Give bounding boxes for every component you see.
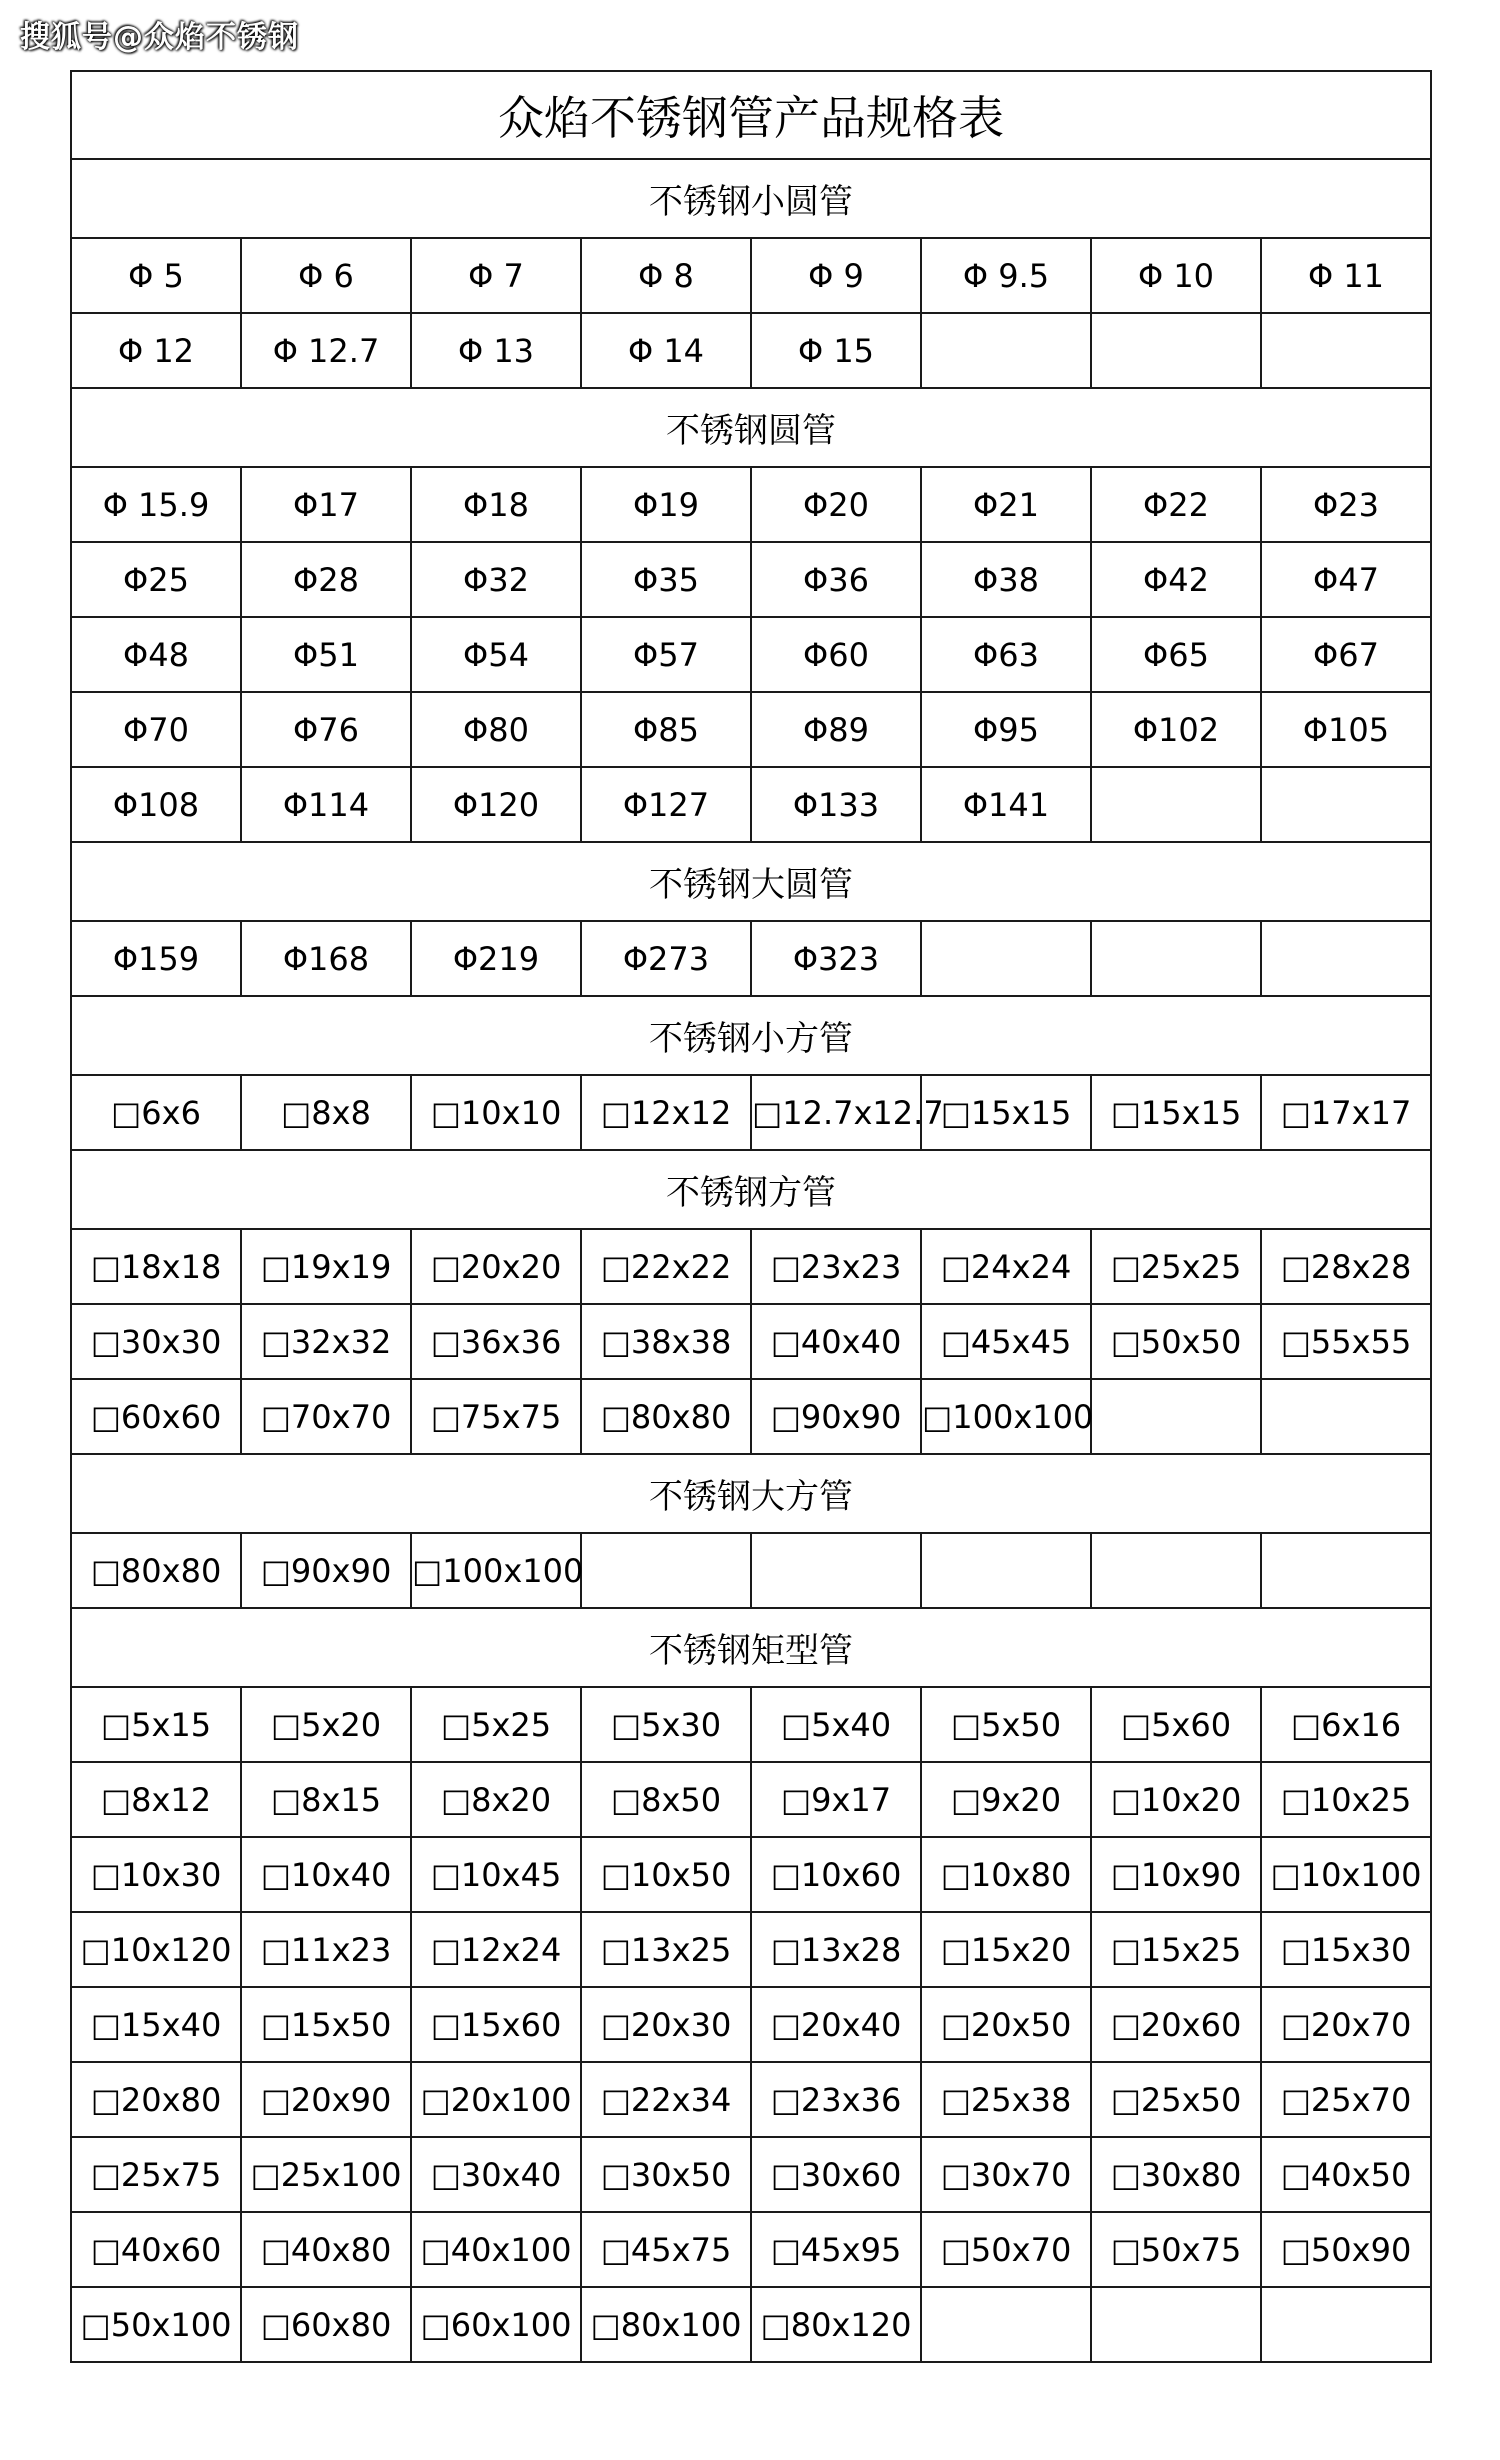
spec-cell: □6x16 [1261,1687,1431,1762]
empty-cell [1261,921,1431,996]
spec-cell: □10x90 [1091,1837,1261,1912]
spec-cell: Φ38 [921,542,1091,617]
spec-cell: □30x50 [581,2137,751,2212]
section-header-row [71,388,1431,467]
spec-cell: □40x60 [71,2212,241,2287]
table-row [71,1687,1431,1762]
table-row [71,1304,1431,1379]
empty-cell [1091,767,1261,842]
spec-cell: Φ168 [241,921,411,996]
spec-cell: □20x30 [581,1987,751,2062]
empty-cell [1261,2287,1431,2362]
spec-cell: □9x20 [921,1762,1091,1837]
spec-cell: □15x15 [1091,1075,1261,1150]
spec-cell: Φ57 [581,617,751,692]
spec-cell: □30x40 [411,2137,581,2212]
section-title: 不锈钢大圆管 [71,842,1431,921]
empty-cell [1261,1379,1431,1454]
spec-cell: □18x18 [71,1229,241,1304]
spec-cell: □10x40 [241,1837,411,1912]
spec-cell: Φ89 [751,692,921,767]
spec-cell: □24x24 [921,1229,1091,1304]
spec-cell: □10x45 [411,1837,581,1912]
spec-cell: □10x20 [1091,1762,1261,1837]
spec-cell: Φ 12 [71,313,241,388]
spec-cell: Φ67 [1261,617,1431,692]
empty-cell [1091,1379,1261,1454]
spec-cell: □5x30 [581,1687,751,1762]
spec-cell: Φ 7 [411,238,581,313]
section-title: 不锈钢小方管 [71,996,1431,1075]
spec-table [70,70,1432,2363]
empty-cell [921,313,1091,388]
spec-cell: □80x120 [751,2287,921,2362]
empty-cell [1091,2287,1261,2362]
spec-cell: □90x90 [241,1533,411,1608]
spec-cell: Φ54 [411,617,581,692]
spec-cell: Φ114 [241,767,411,842]
spec-cell: □36x36 [411,1304,581,1379]
spec-cell: □20x60 [1091,1987,1261,2062]
spec-cell: □10x25 [1261,1762,1431,1837]
spec-cell: Φ 15.9 [71,467,241,542]
spec-cell: □8x12 [71,1762,241,1837]
spec-cell: □12x24 [411,1912,581,1987]
spec-cell: Φ21 [921,467,1091,542]
spec-cell: Φ65 [1091,617,1261,692]
spec-cell: Φ23 [1261,467,1431,542]
spec-cell: □40x80 [241,2212,411,2287]
spec-cell: Φ105 [1261,692,1431,767]
spec-cell: Φ133 [751,767,921,842]
spec-cell: □20x20 [411,1229,581,1304]
table-row [71,467,1431,542]
spec-cell: □25x70 [1261,2062,1431,2137]
spec-cell: □100x100 [921,1379,1091,1454]
table-row [71,1762,1431,1837]
spec-cell: Φ76 [241,692,411,767]
section-title: 不锈钢圆管 [71,388,1431,467]
spec-cell: □20x70 [1261,1987,1431,2062]
spec-cell: Φ42 [1091,542,1261,617]
spec-cell: Φ 9 [751,238,921,313]
spec-cell: □40x100 [411,2212,581,2287]
spec-cell: Φ 13 [411,313,581,388]
spec-cell: □10x60 [751,1837,921,1912]
spec-cell: Φ127 [581,767,751,842]
spec-cell: □15x40 [71,1987,241,2062]
spec-cell: □80x80 [581,1379,751,1454]
spec-cell: □80x80 [71,1533,241,1608]
spec-cell: Φ 10 [1091,238,1261,313]
table-row [71,313,1431,388]
spec-cell: □25x50 [1091,2062,1261,2137]
spec-cell: Φ95 [921,692,1091,767]
spec-cell: □12x12 [581,1075,751,1150]
table-row [71,2212,1431,2287]
spec-cell: Φ 12.7 [241,313,411,388]
spec-cell: □19x19 [241,1229,411,1304]
table-title: 众焰不锈钢管产品规格表 [71,71,1431,159]
section-header-row [71,1150,1431,1229]
spec-cell: □30x30 [71,1304,241,1379]
spec-cell: □15x60 [411,1987,581,2062]
spec-cell: □10x50 [581,1837,751,1912]
spec-cell: Φ19 [581,467,751,542]
section-title: 不锈钢方管 [71,1150,1431,1229]
spec-cell: □20x100 [411,2062,581,2137]
table-row [71,1075,1431,1150]
spec-cell: Φ60 [751,617,921,692]
empty-cell [921,2287,1091,2362]
spec-cell: Φ159 [71,921,241,996]
spec-cell: Φ108 [71,767,241,842]
spec-cell: Φ48 [71,617,241,692]
spec-cell: □8x20 [411,1762,581,1837]
spec-cell: □20x90 [241,2062,411,2137]
table-row [71,238,1431,313]
spec-cell: □60x100 [411,2287,581,2362]
table-row [71,1987,1431,2062]
spec-cell: □15x15 [921,1075,1091,1150]
spec-cell: □32x32 [241,1304,411,1379]
spec-cell: □50x100 [71,2287,241,2362]
section-header-row [71,1454,1431,1533]
spec-cell: □45x95 [751,2212,921,2287]
spec-cell: □8x15 [241,1762,411,1837]
spec-cell: □5x50 [921,1687,1091,1762]
spec-cell: Φ36 [751,542,921,617]
spec-cell: Φ63 [921,617,1091,692]
spec-cell: □5x20 [241,1687,411,1762]
spec-cell: Φ102 [1091,692,1261,767]
spec-cell: □50x75 [1091,2212,1261,2287]
spec-cell: □38x38 [581,1304,751,1379]
spec-cell: Φ 9.5 [921,238,1091,313]
section-title: 不锈钢小圆管 [71,159,1431,238]
empty-cell [751,1533,921,1608]
section-header-row [71,842,1431,921]
spec-cell: □5x40 [751,1687,921,1762]
table-row [71,1912,1431,1987]
spec-cell: □8x8 [241,1075,411,1150]
spec-cell: □15x20 [921,1912,1091,1987]
empty-cell [1261,1533,1431,1608]
spec-cell: Φ17 [241,467,411,542]
spec-cell: Φ141 [921,767,1091,842]
spec-cell: □25x38 [921,2062,1091,2137]
spec-cell: Φ28 [241,542,411,617]
empty-cell [921,921,1091,996]
spec-cell: Φ80 [411,692,581,767]
spec-cell: □50x50 [1091,1304,1261,1379]
spec-cell: □30x80 [1091,2137,1261,2212]
spec-cell: □13x25 [581,1912,751,1987]
empty-cell [1091,1533,1261,1608]
spec-cell: □15x50 [241,1987,411,2062]
spec-cell: □90x90 [751,1379,921,1454]
spec-cell: □8x50 [581,1762,751,1837]
table-row [71,2137,1431,2212]
section-title: 不锈钢大方管 [71,1454,1431,1533]
spec-cell: □10x100 [1261,1837,1431,1912]
table-row [71,2287,1431,2362]
table-row [71,1533,1431,1608]
spec-cell: □28x28 [1261,1229,1431,1304]
table-row [71,1837,1431,1912]
spec-cell: □100x100 [411,1533,581,1608]
title-row [71,71,1431,159]
spec-cell: Φ 14 [581,313,751,388]
spec-cell: Φ120 [411,767,581,842]
empty-cell [1261,313,1431,388]
section-header-row [71,159,1431,238]
table-row [71,2062,1431,2137]
spec-cell: □15x30 [1261,1912,1431,1987]
spec-cell: Φ85 [581,692,751,767]
spec-cell: □11x23 [241,1912,411,1987]
spec-cell: Φ 11 [1261,238,1431,313]
spec-cell: Φ219 [411,921,581,996]
empty-cell [1261,767,1431,842]
spec-cell: □5x60 [1091,1687,1261,1762]
spec-cell: □45x45 [921,1304,1091,1379]
spec-cell: Φ 15 [751,313,921,388]
spec-cell: □25x75 [71,2137,241,2212]
watermark-text: 搜狐号@众焰不锈钢 [20,20,299,55]
spec-cell: □25x100 [241,2137,411,2212]
table-row [71,1379,1431,1454]
spec-cell: □23x36 [751,2062,921,2137]
spec-cell: □22x34 [581,2062,751,2137]
spec-cell: Φ323 [751,921,921,996]
spec-cell: □20x80 [71,2062,241,2137]
spec-cell: □20x50 [921,1987,1091,2062]
spec-cell: □55x55 [1261,1304,1431,1379]
spec-cell: □6x6 [71,1075,241,1150]
spec-cell: □50x70 [921,2212,1091,2287]
spec-cell: Φ273 [581,921,751,996]
section-title: 不锈钢矩型管 [71,1608,1431,1687]
empty-cell [1091,921,1261,996]
spec-cell: Φ18 [411,467,581,542]
spec-cell: Φ20 [751,467,921,542]
spec-cell: □75x75 [411,1379,581,1454]
table-row [71,767,1431,842]
spec-cell: □15x25 [1091,1912,1261,1987]
spec-cell: □70x70 [241,1379,411,1454]
spec-cell: □5x15 [71,1687,241,1762]
spec-cell: □10x10 [411,1075,581,1150]
spec-cell: Φ 6 [241,238,411,313]
table-row [71,692,1431,767]
spec-cell: Φ 5 [71,238,241,313]
spec-cell: Φ47 [1261,542,1431,617]
empty-cell [921,1533,1091,1608]
spec-cell: □80x100 [581,2287,751,2362]
spec-cell: □45x75 [581,2212,751,2287]
spec-cell: Φ25 [71,542,241,617]
spec-cell: □10x80 [921,1837,1091,1912]
spec-cell: Φ70 [71,692,241,767]
spec-cell: □50x90 [1261,2212,1431,2287]
spec-cell: □17x17 [1261,1075,1431,1150]
spec-cell: Φ51 [241,617,411,692]
spec-cell: □23x23 [751,1229,921,1304]
spec-table-body [71,71,1431,2362]
spec-cell: □5x25 [411,1687,581,1762]
spec-cell: □25x25 [1091,1229,1261,1304]
spec-cell: □60x60 [71,1379,241,1454]
spec-cell: □60x80 [241,2287,411,2362]
spec-cell: □10x30 [71,1837,241,1912]
spec-cell: □40x40 [751,1304,921,1379]
spec-cell: □12.7x12.7 [751,1075,921,1150]
spec-cell: Φ22 [1091,467,1261,542]
spec-cell: □40x50 [1261,2137,1431,2212]
section-header-row [71,996,1431,1075]
spec-cell: □9x17 [751,1762,921,1837]
section-header-row [71,1608,1431,1687]
table-row [71,1229,1431,1304]
spec-cell: Φ 8 [581,238,751,313]
table-row [71,617,1431,692]
spec-cell: □10x120 [71,1912,241,1987]
spec-cell: □13x28 [751,1912,921,1987]
spec-cell: □22x22 [581,1229,751,1304]
empty-cell [581,1533,751,1608]
table-row [71,921,1431,996]
table-row [71,542,1431,617]
spec-cell: Φ32 [411,542,581,617]
spec-cell: □20x40 [751,1987,921,2062]
empty-cell [1091,313,1261,388]
spec-cell: □30x60 [751,2137,921,2212]
spec-cell: Φ35 [581,542,751,617]
spec-cell: □30x70 [921,2137,1091,2212]
